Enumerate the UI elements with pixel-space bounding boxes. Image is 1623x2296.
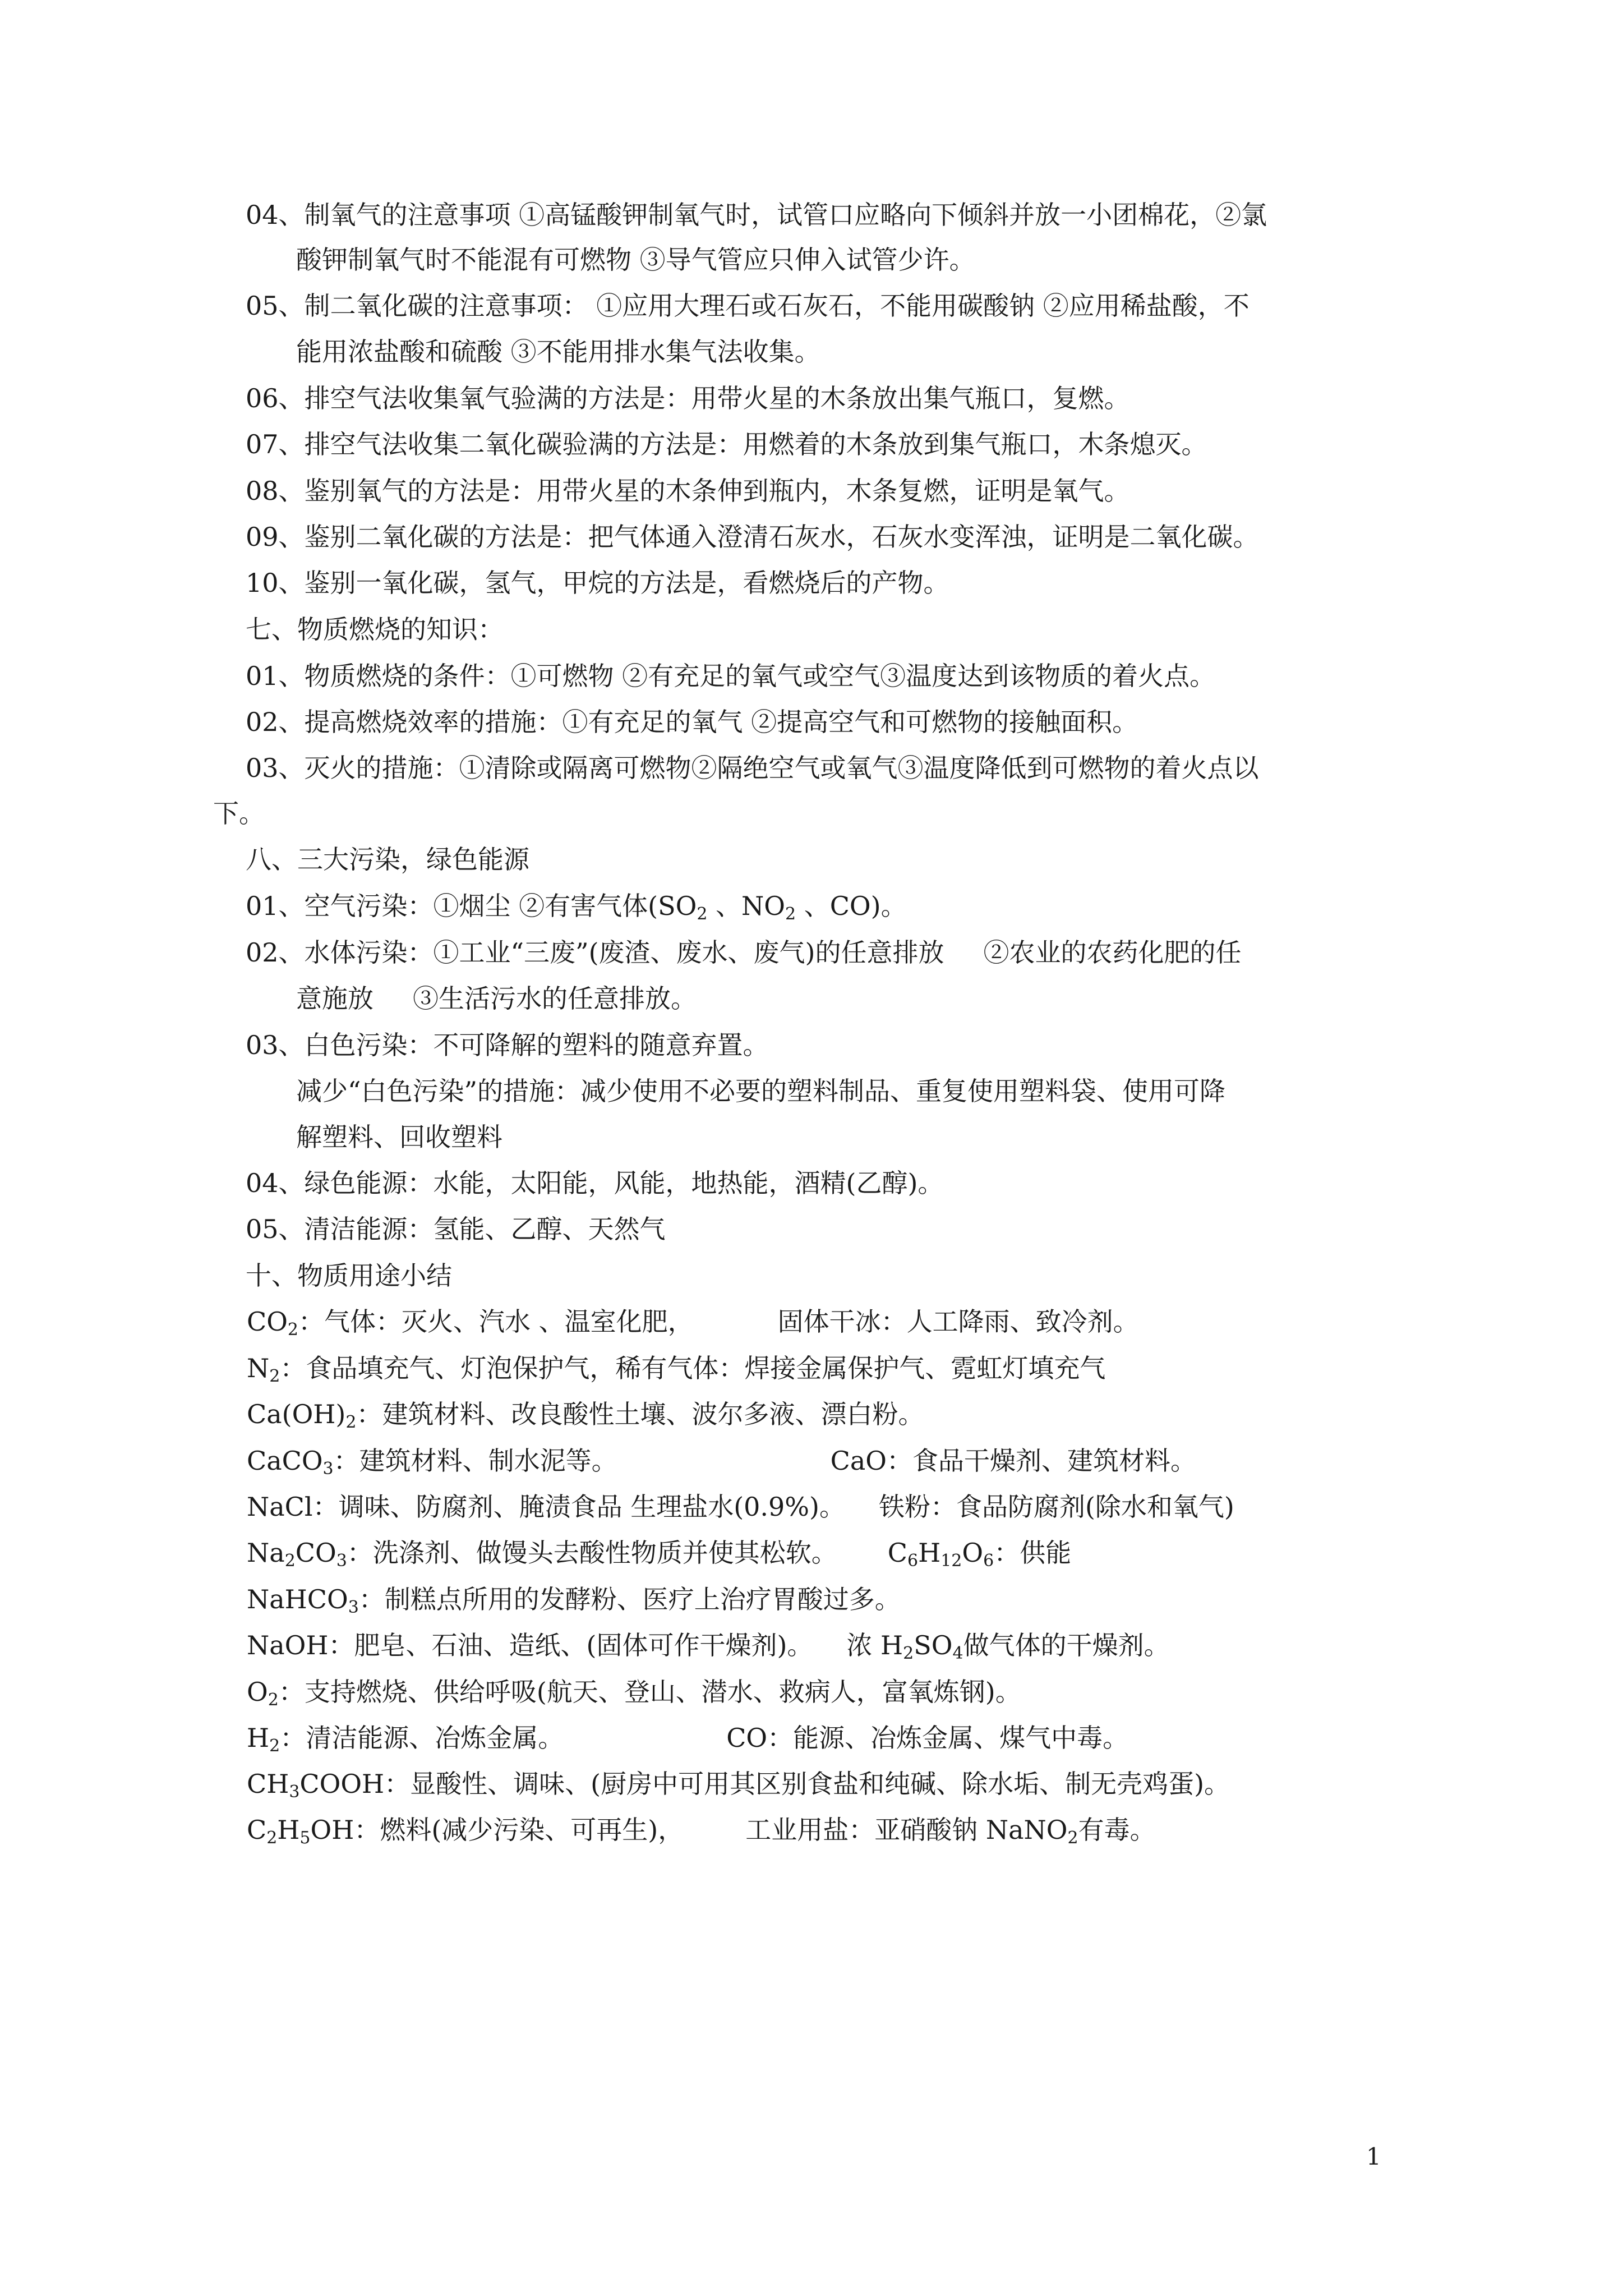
usage-text: NaOH：肥皂、石油、造纸、(固体可作干燥剂)。	[247, 1630, 813, 1660]
pollution-02-part1: 02、水体污染：①工业“三废”(废渣、废水、废气)的任意排放	[246, 937, 944, 968]
formula: H	[918, 1538, 941, 1568]
usage-text: ：制糕点所用的发酵粉、医疗上治疗胃酸过多。	[358, 1584, 901, 1614]
usage-ch3cooh	[247, 1767, 1230, 1801]
usage-text: 铁粉：食品防腐剂(除水和氧气)	[878, 1492, 1234, 1522]
page-number: 1	[1366, 2143, 1381, 2170]
white-pollution-measures-line1: 减少“白色污染”的措施：减少使用不必要的塑料制品、重复使用塑料袋、使用可降	[296, 1076, 1226, 1106]
subscript: 12	[940, 1551, 962, 1571]
section-heading-combustion: 七、物质燃烧的知识：	[246, 614, 504, 645]
usage-text: ：食品填充气、灯泡保护气，稀有气体：焊接金属保护气、霓虹灯填充气	[280, 1353, 1106, 1383]
usage-nahco3	[247, 1582, 901, 1616]
subscript: 2	[269, 1736, 280, 1756]
subscript: 2	[1067, 1828, 1078, 1848]
usage-text: 工业用盐：亚硝酸钠 NaNO	[745, 1815, 1068, 1845]
formula: NaHCO	[247, 1584, 348, 1614]
pollution-01-part3: 、CO)。	[804, 891, 907, 921]
formula: Ca(OH)	[247, 1399, 346, 1429]
combustion-item-03-line2: 下。	[213, 798, 265, 829]
usage-text: ：供能	[994, 1538, 1072, 1568]
combustion-item-03-line1: 03、灭火的措施：①清除或隔离可燃物②隔绝空气或氧气③温度降低到可燃物的着火点以	[246, 753, 1259, 783]
formula: CH	[247, 1769, 289, 1799]
usage-caoh2	[247, 1397, 924, 1431]
item-06: 06、排空气法收集氧气验满的方法是：用带火星的木条放出集气瓶口，复燃。	[246, 383, 1130, 413]
item-04-line1: 04、制氧气的注意事项 ①高锰酸钾制氧气时，试管口应略向下倾斜并放一小团棉花，②氯	[246, 200, 1267, 230]
usage-text: COOH：显酸性、调味、(厨房中可用其区别食盐和纯碱、除水垢、制无壳鸡蛋)。	[299, 1769, 1230, 1799]
formula: 浓 H	[846, 1630, 903, 1660]
formula: Na	[247, 1538, 285, 1568]
usage-text: 有毒。	[1078, 1815, 1156, 1845]
usage-naoh	[247, 1628, 1170, 1662]
subscript: 6	[983, 1551, 994, 1571]
subscript-2: 2	[697, 904, 708, 924]
formula: CaCO	[247, 1446, 323, 1476]
pollution-item-02-line2	[296, 982, 697, 1015]
subscript: 3	[289, 1782, 300, 1802]
item-09: 09、鉴别二氧化碳的方法是：把气体通入澄清石灰水，石灰水变浑浊，证明是二氧化碳。	[246, 522, 1259, 552]
usage-nacl	[247, 1490, 1234, 1524]
formula: H	[277, 1815, 300, 1845]
subscript: 2	[345, 1412, 357, 1432]
white-pollution-measures-line2: 解塑料、回收塑料	[296, 1122, 502, 1152]
subscript: 4	[952, 1644, 963, 1663]
subscript: 2	[284, 1551, 296, 1571]
formula: C	[247, 1815, 267, 1845]
formula: CO	[295, 1538, 336, 1568]
formula: H	[247, 1723, 270, 1753]
pollution-02-part2: ②农业的农药化肥的任	[983, 937, 1242, 968]
subscript: 5	[299, 1828, 311, 1848]
item-05-line1: 05、制二氧化碳的注意事项： ①应用大理石或石灰石，不能用碳酸钠 ②应用稀盐酸，不	[246, 291, 1249, 321]
usage-text: CaO：食品干燥剂、建筑材料。	[830, 1446, 1196, 1476]
usage-text: CO：能源、冶炼金属、煤气中毒。	[726, 1723, 1129, 1753]
pollution-item-01	[246, 889, 907, 923]
pollution-01-part1: 01、空气污染：①烟尘 ②有害气体(SO	[246, 891, 697, 921]
usage-text: ：气体：灭火、汽水 、温室化肥，	[298, 1306, 694, 1337]
usage-text: OH：燃料(减少污染、可再生)，	[310, 1815, 684, 1845]
section-heading-pollution: 八、三大污染，绿色能源	[246, 844, 529, 875]
formula: C	[887, 1538, 907, 1568]
pollution-item-04: 04、绿色能源：水能，太阳能，风能，地热能，酒精(乙醇)。	[246, 1168, 944, 1198]
formula: CO	[247, 1306, 288, 1337]
usage-o2	[247, 1675, 1021, 1709]
formula: N	[247, 1353, 270, 1383]
usage-text: ：支持燃烧、供给呼吸(航天、登山、潜水、救病人，富氧炼钢)。	[278, 1677, 1021, 1707]
item-04-line2: 酸钾制氧气时不能混有可燃物 ③导气管应只伸入试管少许。	[296, 245, 975, 275]
combustion-item-02: 02、提高燃烧效率的措施：①有充足的氧气 ②提高空气和可燃物的接触面积。	[246, 707, 1138, 737]
pollution-item-05: 05、清洁能源：氢能、乙醇、天然气	[246, 1214, 666, 1244]
usage-text: 固体干冰：人工降雨、致冷剂。	[777, 1306, 1139, 1337]
formula: SO	[914, 1630, 953, 1660]
usage-text: ：清洁能源、冶炼金属。	[280, 1723, 564, 1753]
subscript: 2	[269, 1366, 280, 1386]
usage-text: NaCl：调味、防腐剂、腌渍食品 生理盐水(0.9%)。	[247, 1492, 845, 1522]
usage-text: ：建筑材料、制水泥等。	[333, 1446, 617, 1476]
item-05-line2: 能用浓盐酸和硫酸 ③不能用排水集气法收集。	[296, 337, 820, 367]
formula: O	[962, 1538, 984, 1568]
subscript: 6	[907, 1551, 919, 1571]
subscript: 3	[348, 1598, 359, 1617]
usage-c2h5oh	[247, 1813, 1156, 1847]
pollution-02-part4: ③生活污水的任意排放。	[413, 983, 697, 1014]
usage-h2	[247, 1721, 1128, 1755]
subscript-2: 2	[785, 904, 796, 924]
subscript: 2	[266, 1828, 278, 1848]
subscript: 3	[322, 1459, 334, 1479]
item-07: 07、排空气法收集二氧化碳验满的方法是：用燃着的木条放到集气瓶口，木条熄灭。	[246, 429, 1207, 459]
pollution-01-part2: 、NO	[716, 891, 786, 921]
pollution-02-part3: 意施放	[296, 983, 374, 1014]
usage-n2	[247, 1351, 1105, 1385]
usage-na2co3	[247, 1536, 1071, 1570]
pollution-item-02-line1	[246, 936, 1241, 969]
formula: O	[247, 1677, 268, 1707]
subscript: 2	[287, 1320, 299, 1340]
item-10: 10、鉴别一氧化碳，氢气，甲烷的方法是，看燃烧后的产物。	[246, 568, 949, 598]
combustion-item-01: 01、物质燃烧的条件：①可燃物 ②有充足的氧气或空气③温度达到该物质的着火点。	[246, 661, 1216, 691]
usage-text: ：建筑材料、改良酸性土壤、波尔多液、漂白粉。	[356, 1399, 924, 1429]
item-08: 08、鉴别氧气的方法是：用带火星的木条伸到瓶内，木条复燃，证明是氧气。	[246, 476, 1130, 506]
subscript: 3	[336, 1551, 347, 1571]
subscript: 2	[903, 1644, 914, 1663]
subscript: 2	[268, 1690, 279, 1710]
usage-text: ：洗涤剂、做馒头去酸性物质并使其松软。	[347, 1538, 837, 1568]
section-heading-usage: 十、物质用途小结	[246, 1260, 452, 1291]
usage-text: 做气体的干燥剂。	[963, 1630, 1170, 1660]
pollution-item-03: 03、白色污染：不可降解的塑料的随意弃置。	[246, 1030, 769, 1060]
usage-co2	[247, 1305, 1139, 1338]
usage-caco3	[247, 1444, 1196, 1478]
